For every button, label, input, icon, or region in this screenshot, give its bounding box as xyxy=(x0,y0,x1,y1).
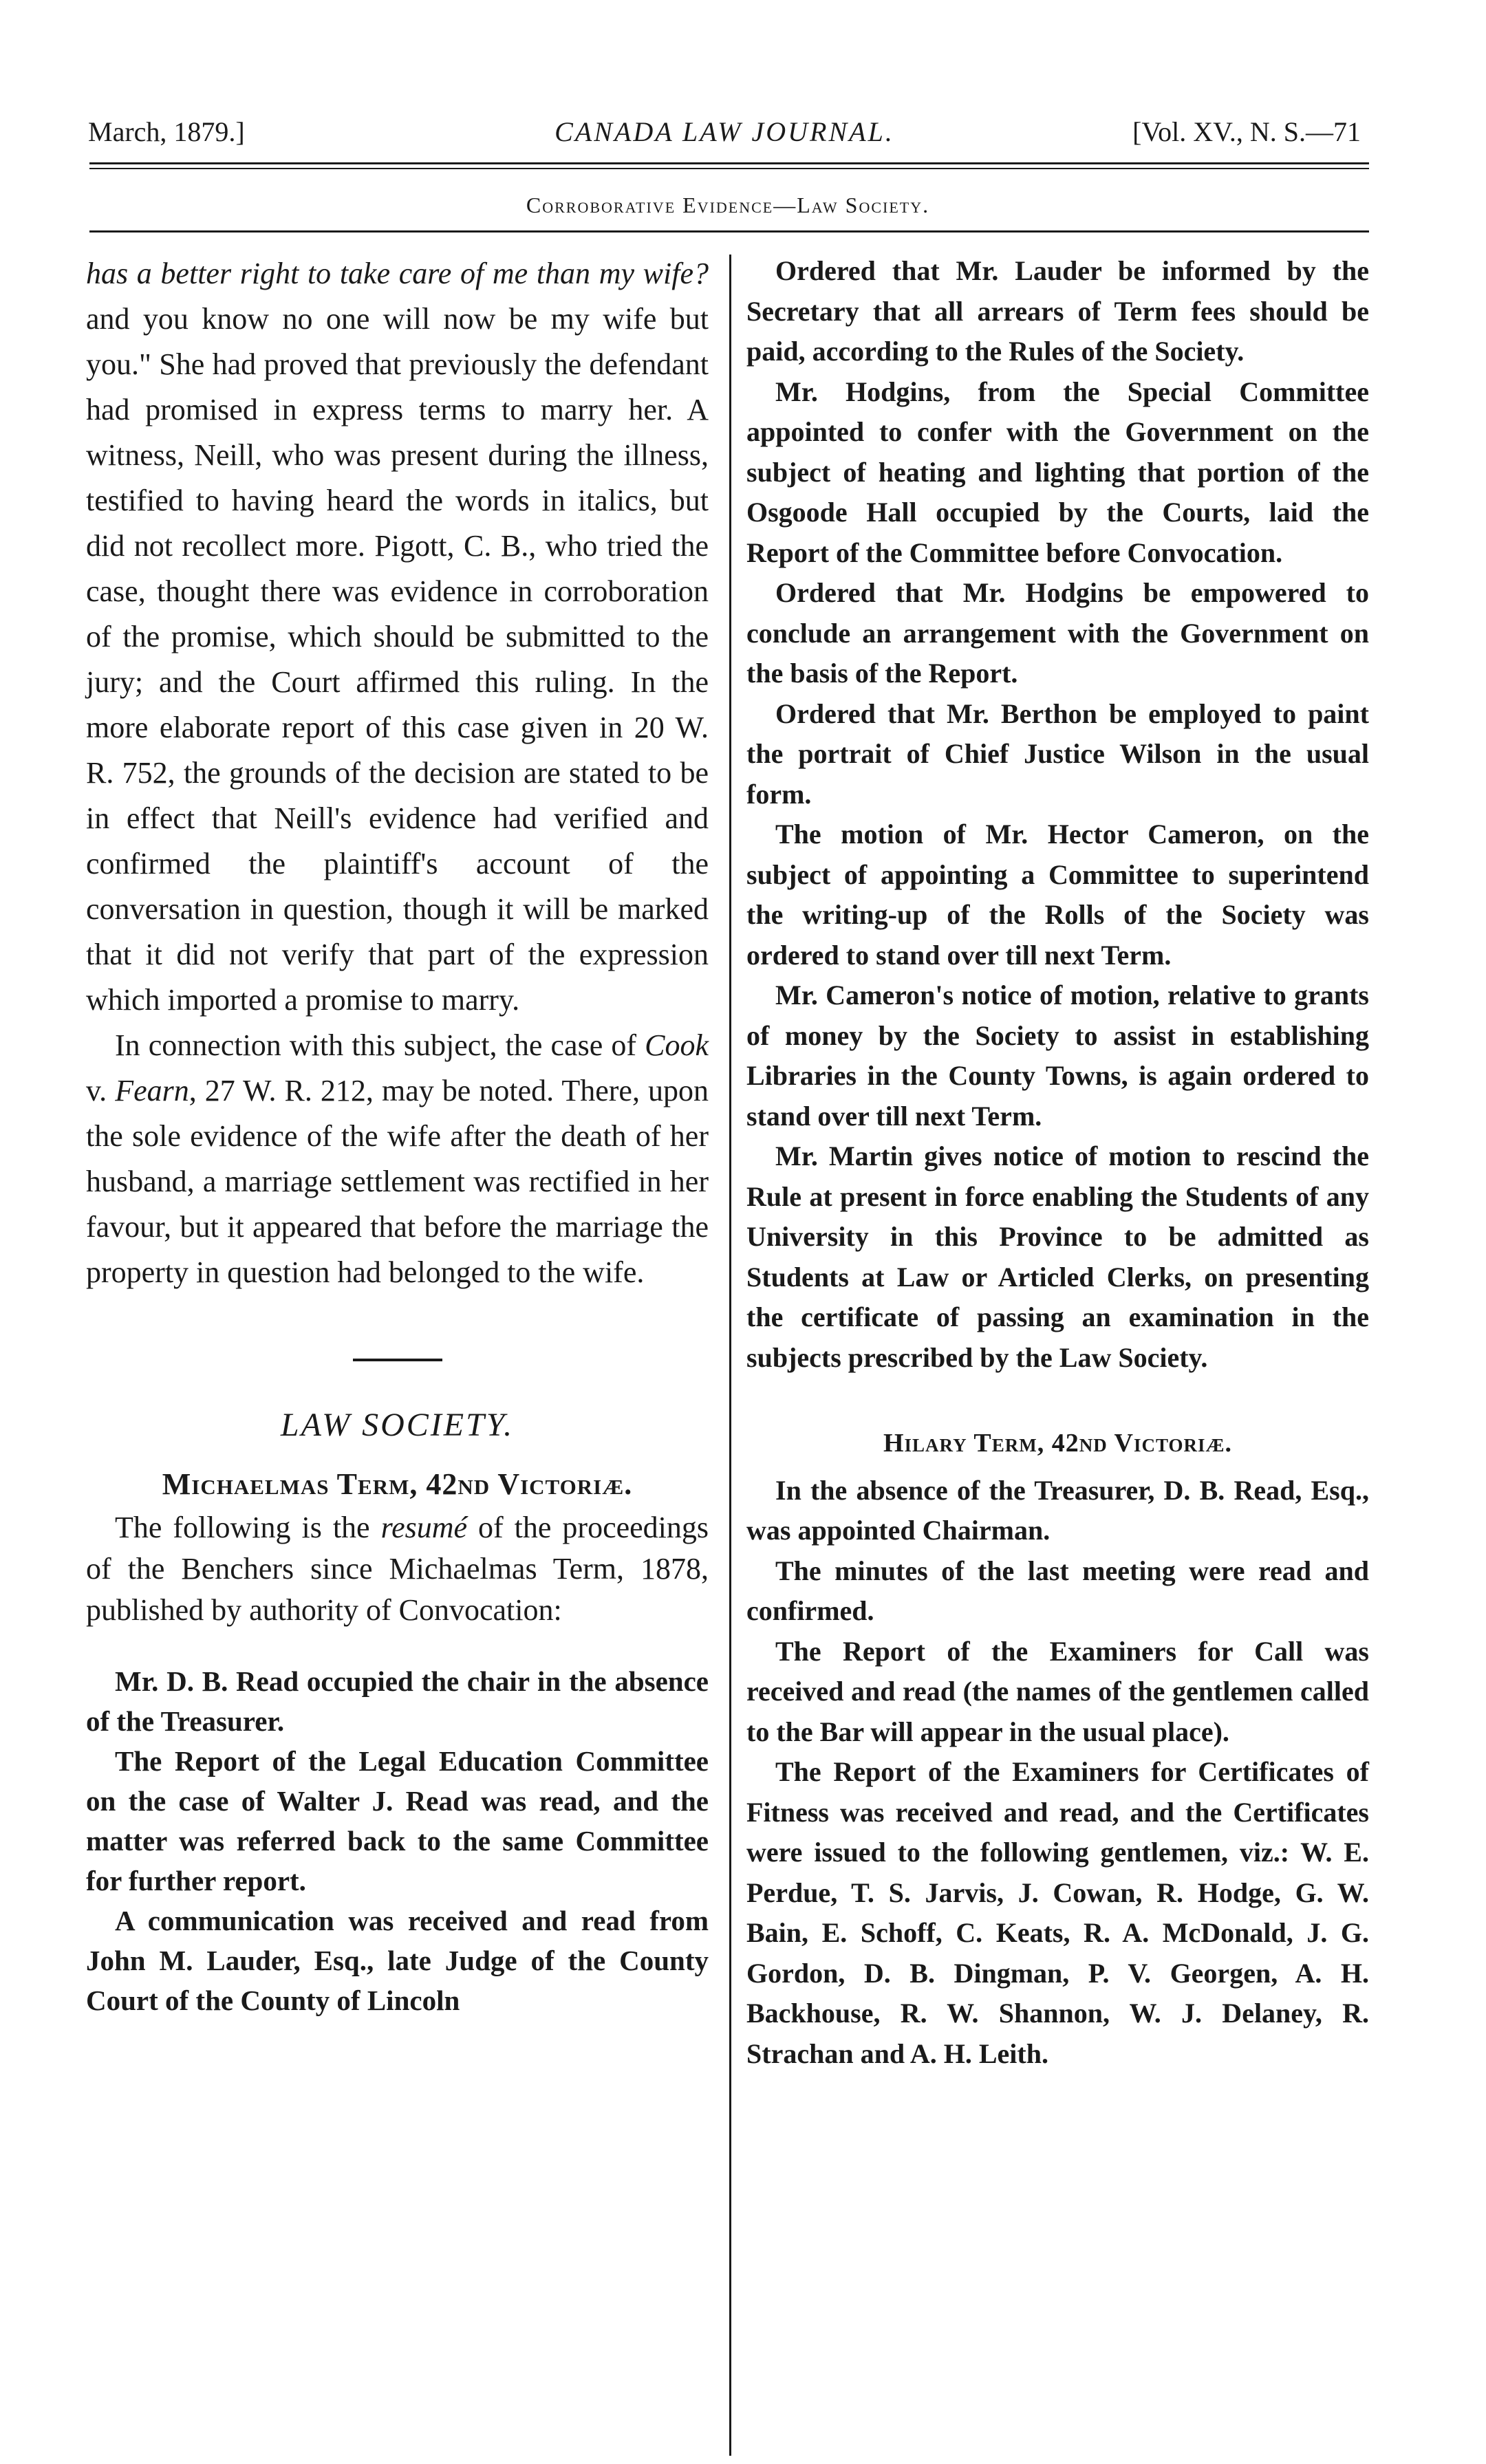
page-header xyxy=(88,116,1361,160)
michaelmas-term-heading: Michaelmas Term, 42nd Victoriæ. xyxy=(162,1467,633,1501)
paragraph-text: In connection with this subject, the case of xyxy=(115,1028,645,1062)
header-volume: [Vol. XV., N. S.—71 xyxy=(1132,116,1361,147)
minute-paragraph: A communication was received and read from John M. Lauder, Esq., late Judge of the County Court of the County of Lincoln xyxy=(86,1905,709,2016)
left-column xyxy=(86,251,709,2020)
minute-paragraph: Mr. Cameron's notice of motion, relative to grants of money by the Society to assist in establishing Libraries in the County Towns, is again ordered to stand over till next Term. xyxy=(746,980,1369,1132)
hilary-term-heading: Hilary Term, 42nd Victoriæ. xyxy=(883,1429,1233,1458)
section-title: Corroborative Evidence—Law Society. xyxy=(526,193,930,217)
spacer xyxy=(86,1631,709,1661)
intro-paragraph xyxy=(86,1507,709,1631)
column-divider xyxy=(729,255,731,2456)
section-rule xyxy=(89,230,1369,233)
paragraph-text: , 27 W. R. 212, may be noted. There, upon the sole evidence of the wife after the death of her husband, a marriage settlement was rectified in her favour, but it appeared that before the marriage the property in question had belonged to the wife. xyxy=(86,1074,709,1289)
minute-paragraph: Ordered that Mr. Lauder be informed by the Secretary that all arrears of Term fees should be paid, according to the Rules of the Society. xyxy=(746,255,1369,367)
minute-paragraph: The Report of the Examiners for Call was received and read (the names of the gentlemen called to the Bar will appear in the usual place). xyxy=(746,1635,1369,1747)
case-name: Cook xyxy=(645,1028,709,1062)
case-name: Fearn xyxy=(115,1074,189,1107)
paragraph-text: and you know no one will now be my wife but you." She had proved that previously the defendant had promised in express terms to marry her. A witness, Neill, who was present during the illness, testified to having heard the words in italics, but did not recollect more. Pigott, C. B., who tried the case, thought there was evidence in corroboration of the promise, which should be submitted to the jury; and the Court affirmed this ruling. In the more elaborate report of this case given in 20 W. R. 752, the grounds of the decision are stated to be in effect that Neill's evidence had verified and confirmed the plaintiff's account of the conversation in question, though it will be marked that it did not verify that part of the expression which imported a promise to marry. xyxy=(86,302,709,1017)
minute-paragraph: Mr. Martin gives notice of motion to rescind the Rule at present in force enabling the Students of any University in this Province to be admitted as Students at Law or Articled Clerks, on presenting the certificate of passing an examination in the subjects prescribed by the Law Society. xyxy=(746,1141,1369,1373)
italic-word: resumé xyxy=(380,1511,468,1544)
law-society-heading: LAW SOCIETY. xyxy=(280,1407,515,1443)
minute-paragraph: Mr. Hodgins, from the Special Committee appointed to confer with the Government on the subject of heating and lighting that portion of the Osgoode Hall occupied by the Courts, laid the Report of the Committee before Convocation. xyxy=(746,376,1369,568)
minute-paragraph: Mr. D. B. Read occupied the chair in the absence of the Treasurer. xyxy=(86,1665,709,1737)
minute-paragraph: The Report of the Examiners for Certificates of Fitness was received and read, and the Certificates were issued to the following gentlemen, viz.: W. E. Perdue, T. S. Jarvis, J. Cowan, R. Hodge, G. W. Bain, E. Schoff, C. Keats, R. A. McDonald, J. G. Gordon, D. B. Dingman, P. V. Georgen, A. H. Backhouse, R. W. Shannon, W. J. Delaney, R. Strachan and A. H. Leith. xyxy=(746,1756,1369,2069)
paragraph-text: The following is the xyxy=(115,1511,381,1544)
header-rule-top xyxy=(89,162,1369,164)
header-journal-title: CANADA LAW JOURNAL. xyxy=(554,116,894,147)
minute-paragraph: The motion of Mr. Hector Cameron, on the subject of appointing a Committee to superintend the writing-up of the Rolls of the Society was ordered to stand over till next Term. xyxy=(746,819,1369,971)
minute-paragraph: Ordered that Mr. Hodgins be empowered to conclude an arrangement with the Government on the basis of the Report. xyxy=(746,577,1369,689)
italic-quote: has a better right to take care of me than my wife? xyxy=(86,257,709,290)
header-date: March, 1879.] xyxy=(88,116,245,147)
right-column xyxy=(746,251,1369,2074)
minute-paragraph: In the absence of the Treasurer, D. B. Read, Esq., was appointed Chairman. xyxy=(746,1474,1369,1546)
minute-paragraph: Ordered that Mr. Berthon be employed to paint the portrait of Chief Justice Wilson in the usual form. xyxy=(746,698,1369,810)
paragraph-text: of the proceedings of the Benchers since Michaelmas Term, 1878, published by authority of Convocation: xyxy=(86,1511,709,1627)
section-divider xyxy=(353,1359,442,1361)
paragraph xyxy=(86,1023,709,1295)
header-rule-bottom xyxy=(89,168,1369,169)
minute-paragraph: The Report of the Legal Education Committee on the case of Walter J. Read was read, and the matter was referred back to the same Committee for further report. xyxy=(86,1745,709,1896)
minute-paragraph: The minutes of the last meeting were read and confirmed. xyxy=(746,1555,1369,1626)
paragraph-text: v. xyxy=(86,1074,116,1107)
paragraph xyxy=(86,251,709,1023)
